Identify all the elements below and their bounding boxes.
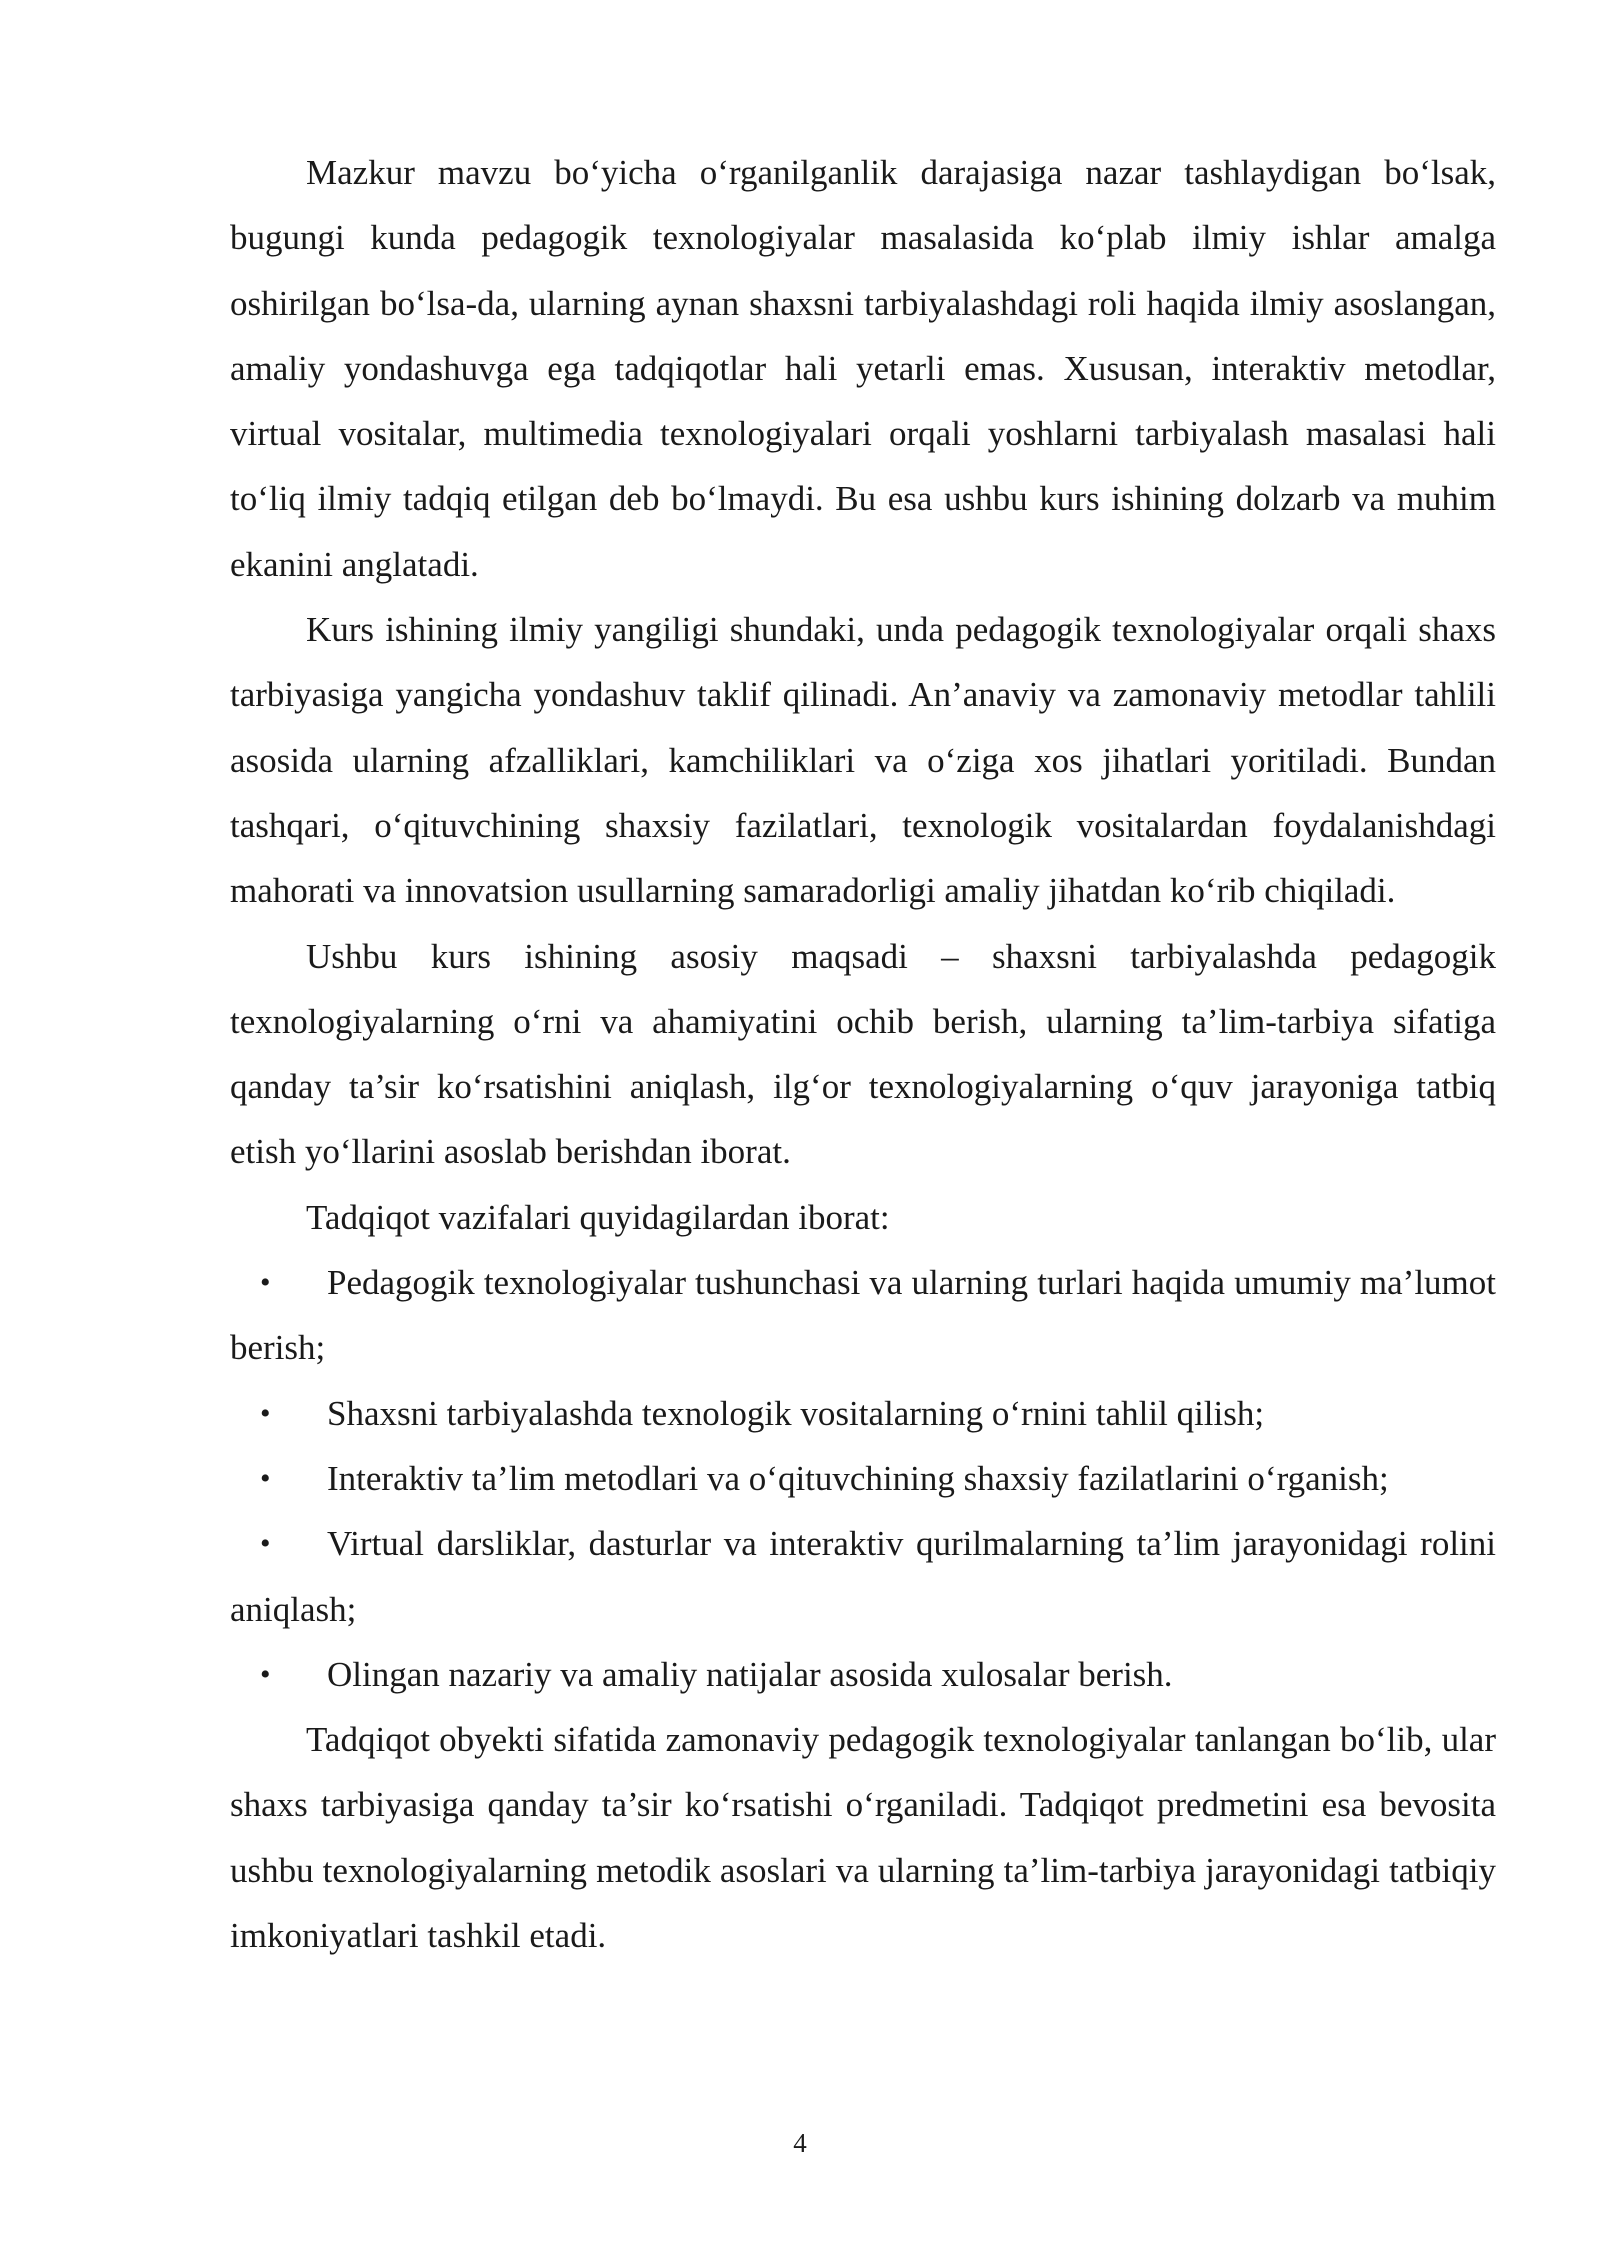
list-item-text: Shaxsni tarbiyalashda texnologik vositalarning o‘rnini tahlil qilish; bbox=[327, 1393, 1265, 1433]
bullet-icon: • bbox=[260, 1527, 271, 1561]
list-item-text: Olingan nazariy va amaliy natijalar asosida xulosalar berish. bbox=[327, 1654, 1173, 1694]
bullet-icon: • bbox=[260, 1396, 271, 1430]
list-item bbox=[230, 1250, 1496, 1381]
paragraph-object-subject: Tadqiqot obyekti sifatida zamonaviy pedagogik texnologiyalar tanlangan bo‘lib, ular shaxs tarbiyasiga qanday ta’sir ko‘rsatishi o‘rganiladi. Tadqiqot predmetini esa bevosita ushbu texnologiyalarning metodik asoslari va ularning ta’lim-tarbiya jarayonidagi tatbiqiy imkoniyatlari tashkil etadi. bbox=[230, 1720, 1496, 1956]
bullet-icon: • bbox=[260, 1266, 271, 1300]
list-item bbox=[230, 1381, 1496, 1446]
list-item-text: Virtual darsliklar, dasturlar va interaktiv qurilmalarning ta’lim jarayonidagi rolini aniqlash; bbox=[230, 1524, 1496, 1629]
page-number: 4 bbox=[793, 2128, 807, 2158]
list-item-text: Interaktiv ta’lim metodlari va o‘qituvchining shaxsiy fazilatlarini o‘rganish; bbox=[327, 1458, 1389, 1498]
bullet-icon: • bbox=[260, 1461, 271, 1495]
page-body bbox=[230, 140, 1496, 1968]
bullet-icon: • bbox=[260, 1657, 271, 1691]
paragraph-tasks-intro: Tadqiqot vazifalari quyidagilardan iborat: bbox=[306, 1197, 890, 1237]
paragraph-main-goal: Ushbu kurs ishining asosiy maqsadi – shaxsni tarbiyalashda pedagogik texnologiyalarning o‘rni va ahamiyatini ochib berish, ularning ta’lim-tarbiya sifatiga qanday ta’sir ko‘rsatishini aniqlash, ilg‘or texnologiyalarning o‘quv jarayoniga tatbiq etish yo‘llarini asoslab berishdan iborat. bbox=[230, 936, 1496, 1172]
tasks-list bbox=[230, 1250, 1496, 1707]
paragraph-research-status: Mazkur mavzu bo‘yicha o‘rganilganlik darajasiga nazar tashlaydigan bo‘lsak, bugungi kunda pedagogik texnologiyalar masalasida ko‘plab ilmiy ishlar amalga oshirilgan bo‘lsa-da, ularning aynan shaxsni tarbiyalashdagi roli haqida ilmiy asoslangan, amaliy yondashuvga ega tadqiqotlar hali yetarli emas. Xususan, interaktiv metodlar, virtual vositalar, multimedia texnologiyalari orqali yoshlarni tarbiyalash masalasi hali to‘liq ilmiy tadqiq etilgan deb bo‘lmaydi. Bu esa ushbu kurs ishining dolzarb va muhim ekanini anglatadi. bbox=[230, 153, 1496, 584]
list-item bbox=[230, 1511, 1496, 1642]
list-item-text: Pedagogik texnologiyalar tushunchasi va ularning turlari haqida umumiy ma’lumot berish; bbox=[230, 1263, 1496, 1368]
list-item bbox=[230, 1642, 1496, 1707]
list-item bbox=[230, 1446, 1496, 1511]
paragraph-scientific-novelty: Kurs ishining ilmiy yangiligi shundaki, unda pedagogik texnologiyalar orqali shaxs tarbiyasiga yangicha yondashuv taklif qilinadi. An’anaviy va zamonaviy metodlar tahlili asosida ularning afzalliklari, kamchiliklari va o‘ziga xos jihatlari yoritiladi. Bundan tashqari, o‘qituvchining shaxsiy fazilatlari, texnologik vositalardan foydalanishdagi mahorati va innovatsion usullarning samaradorligi amaliy jihatdan ko‘rib chiqiladi. bbox=[230, 610, 1496, 911]
